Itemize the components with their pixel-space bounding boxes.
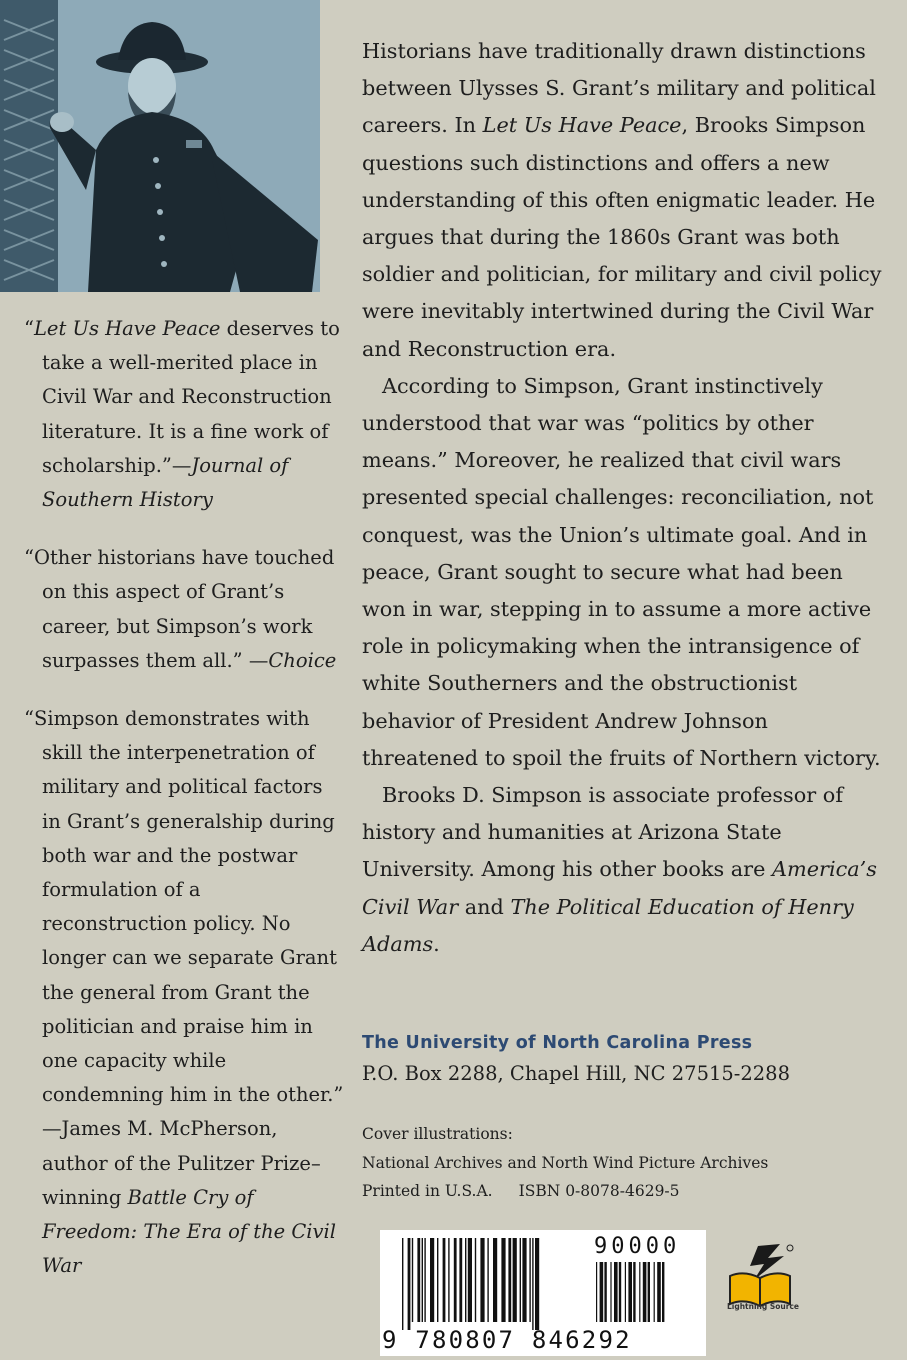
text-run: “ — [24, 317, 34, 340]
barcode-addon-bar — [657, 1262, 661, 1322]
barcode-number: 9 780807 846292 — [382, 1326, 632, 1354]
print-info-row — [362, 1177, 882, 1206]
isbn-text: ISBN 0-8078-4629-5 — [518, 1182, 680, 1200]
review-quote — [24, 312, 344, 517]
text-run: and — [458, 894, 511, 919]
review-quote — [24, 702, 344, 1283]
printed-in: Printed in U.S.A. — [362, 1182, 493, 1200]
barcode-bar — [402, 1238, 403, 1330]
barcode-bar — [532, 1238, 533, 1330]
cover-credits — [362, 1120, 882, 1206]
barcode-bar — [448, 1238, 449, 1322]
barcode-addon: 90000 — [594, 1234, 681, 1259]
barcode-addon-bar — [633, 1262, 635, 1322]
barcode-bar — [437, 1238, 438, 1322]
barcode-bar — [480, 1238, 484, 1322]
text-run: Historians have traditionally drawn distinctions between Ulysses S. Grant’s military and political careers. In — [362, 39, 876, 138]
lightning-source-label: Lightning Source — [727, 1302, 799, 1311]
barcode-bar — [459, 1238, 462, 1322]
barcode-bar — [475, 1238, 476, 1322]
barcode-addon-bar — [604, 1262, 606, 1322]
publisher-block — [362, 1028, 882, 1090]
publisher-address: P.O. Box 2288, Chapel Hill, NC 27515-2288 — [362, 1062, 791, 1085]
portrait-photo-icon — [0, 0, 320, 292]
text-run: “Other historians have touched on this aspect of Grant’s career, but Simpson’s work surpasses them all.” — — [24, 546, 335, 672]
barcode-bar — [422, 1238, 423, 1322]
description-paragraph — [362, 368, 882, 777]
description-paragraph — [362, 777, 882, 963]
credits-label: Cover illustrations: — [362, 1125, 513, 1143]
italic-title-text: America’s Civil War — [362, 857, 877, 919]
text-run: —James M. McPherson, author of the Pulitzer Prize–winning — [42, 1117, 321, 1209]
barcode-addon-bar — [614, 1262, 618, 1322]
text-run: deserves to take a well-merited place in Civil War and Reconstruction literature. It is a fine work of scholarship.”— — [42, 317, 340, 477]
barcode-bar — [493, 1238, 497, 1322]
text-run: . — [433, 931, 440, 956]
barcode-bar — [513, 1238, 517, 1322]
review-quotes — [24, 312, 344, 1307]
italic-title-text: Let Us Have Peace — [33, 317, 221, 340]
barcode-addon-bar — [625, 1262, 626, 1322]
quote-text — [24, 541, 344, 678]
italic-title-text: The Political Education of Henry Adams — [362, 894, 854, 956]
publisher-name: The University of North Carolina Press — [362, 1033, 753, 1053]
text-run: Brooks D. Simpson is associate professor of history and humanities at Arizona State University. Among his other books are — [362, 783, 844, 882]
credits-sources: National Archives and North Wind Picture Archives — [362, 1153, 769, 1172]
book-description — [362, 33, 882, 963]
barcode-addon-bar — [610, 1262, 611, 1322]
barcode-addon-bar — [596, 1262, 597, 1322]
barcode-addon-bar — [619, 1262, 621, 1322]
barcode-addon-bar — [654, 1262, 655, 1322]
barcode-bar — [412, 1238, 413, 1322]
text-run: “Simpson demonstrates with skill the interpenetration of military and political factors in Grant’s generalship during both war and the postwar formulation of a reconstruction policy. No longer can we separate Grant the general from Grant the politician and praise him in one capacity while condemning him in the other.” — [24, 707, 344, 1107]
italic-title-text: Journal of Southern History — [42, 453, 289, 512]
barcode-addon-bar — [648, 1262, 650, 1322]
barcode-addon-bar — [662, 1262, 664, 1322]
cover-photo — [0, 0, 320, 292]
barcode-addon-bar — [639, 1262, 640, 1322]
barcode-bar — [529, 1238, 530, 1322]
barcode-bar — [520, 1238, 521, 1322]
description-paragraph — [362, 33, 882, 368]
barcode — [380, 1230, 706, 1356]
barcode-bar — [443, 1238, 446, 1322]
barcode-bar — [424, 1238, 425, 1322]
barcode-bar — [465, 1238, 466, 1322]
text-run: , Brooks Simpson questions such distinctions and offers a new understanding of this often enigmatic leader. He argues that during the 1860s Grant was both soldier and politician, for military and civil policy were inevitably intertwined during the Civil War and Reconstruction era. — [362, 113, 882, 361]
barcode-bar — [408, 1238, 411, 1330]
barcode-bar — [417, 1238, 420, 1322]
barcode-bar — [454, 1238, 457, 1322]
barcode-addon-bar — [600, 1262, 604, 1322]
barcode-addon-bar — [628, 1262, 632, 1322]
barcode-bar — [430, 1238, 434, 1322]
quote-text — [24, 702, 344, 1112]
italic-title-text: Let Us Have Peace — [482, 113, 682, 138]
barcode-bar — [535, 1238, 539, 1330]
quote-text — [24, 312, 344, 517]
review-quote — [24, 541, 344, 678]
barcode-bar — [508, 1238, 511, 1322]
quote-attribution — [24, 1112, 344, 1283]
barcode-bar — [522, 1238, 526, 1322]
text-run: According to Simpson, Grant instinctively understood that war was “politics by other means.” Moreover, he realized that civil wars presented special challenges: reconciliation, not conquest, was the Union’s ultimate goal. And in peace, Grant sought to secure what had been won in war, stepping in to assume a more active role in policymaking when the intransigence of white Southerners and the obstructionist behavior of President Andrew Johnson threatened to spoil the fruits of Northern victory. — [362, 373, 881, 770]
barcode-bar — [487, 1238, 488, 1322]
barcode-bar — [501, 1238, 505, 1322]
italic-title-text: Battle Cry of Freedom: The Era of the Civil War — [42, 1185, 337, 1278]
italic-title-text: Choice — [268, 648, 337, 672]
barcode-addon-bar — [643, 1262, 647, 1322]
barcode-bar — [468, 1238, 472, 1322]
